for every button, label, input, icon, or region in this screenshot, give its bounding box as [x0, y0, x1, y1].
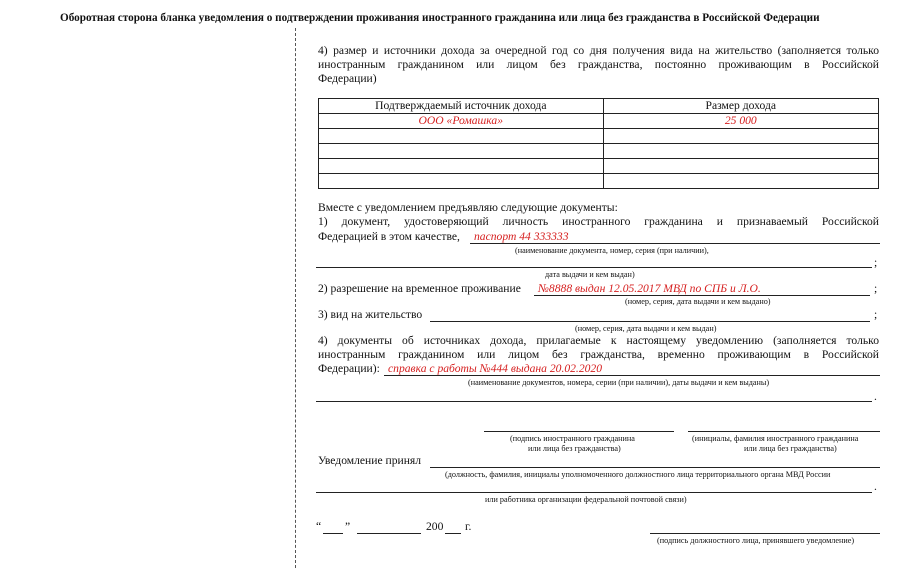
cell-source[interactable]: ООО «Ромашка»: [319, 114, 604, 129]
acceptance-period: .: [874, 480, 877, 493]
doc2-value[interactable]: №8888 выдан 12.05.2017 МВД по СПБ и Л.О.: [538, 282, 761, 295]
cell-amount[interactable]: [603, 129, 878, 144]
table-row: [319, 159, 879, 174]
signature-line[interactable]: [484, 431, 674, 432]
income-table: [318, 98, 879, 189]
table-row: [319, 174, 879, 189]
doc2-semicolon: ;: [874, 282, 878, 295]
doc4-underline-2[interactable]: [316, 401, 872, 402]
doc3-underline[interactable]: [430, 321, 870, 322]
table-row: [319, 144, 879, 159]
doc1-line-1: 1) документ, удостоверяющий личность иностранного гражданина и признаваемый Российской: [318, 215, 879, 228]
income-line-3: Федерации): [318, 72, 377, 85]
cell-source[interactable]: [319, 144, 604, 159]
acceptance-hint-1: (должность, фамилия, инициалы уполномоченного должностного лица территориального органа МВД России: [445, 470, 831, 479]
doc4-line-2: иностранным гражданином или лицом без гражданства, временно проживающим в Российской: [318, 348, 879, 361]
documents-intro: Вместе с уведомлением предъявляю следующие документы:: [318, 201, 618, 214]
signature-hint-1: (подпись иностранного гражданина: [510, 434, 635, 443]
header-amount: Размер дохода: [603, 99, 878, 114]
doc1-line-2: Федерацией в этом качестве,: [318, 230, 460, 243]
doc4-value[interactable]: справка с работы №444 выдана 20.02.2020: [388, 362, 603, 375]
cell-amount[interactable]: [603, 159, 878, 174]
acceptance-label: Уведомление принял: [318, 454, 422, 467]
doc2-label: 2) разрешение на временное проживание: [318, 282, 521, 295]
page-title: Оборотная сторона бланка уведомления о подтверждении проживания иностранного гражданина или лица без гражданства в Российской Федерации: [60, 12, 820, 24]
doc3-semicolon: ;: [874, 308, 878, 321]
doc4-hint: (наименование документов, номера, серии (при наличии), даты выдачи и кем выданы): [468, 378, 770, 387]
doc1-semicolon: ;: [874, 256, 878, 269]
year-suffix: г.: [465, 520, 472, 533]
doc4-line-3: Федерации):: [318, 362, 380, 375]
doc3-hint: (номер, серия, дата выдачи и кем выдан): [575, 324, 717, 333]
income-line-1: 4) размер и источники дохода за очередной год со дня получения вида на жительство (заполняется только: [318, 44, 879, 57]
acceptance-underline[interactable]: [430, 467, 880, 468]
day-field[interactable]: [323, 533, 343, 534]
date-quote-close: ”: [345, 520, 351, 533]
date-quote-open: “: [316, 520, 322, 533]
name-hint-2: или лица без гражданства): [744, 444, 837, 453]
doc1-hint-1: (наименование документа, номер, серия (при наличии),: [515, 246, 709, 255]
year-field[interactable]: [445, 533, 461, 534]
doc1-hint-2: дата выдачи и кем выдан): [545, 270, 635, 279]
fold-line: [295, 28, 296, 568]
cell-amount[interactable]: [603, 174, 878, 189]
signature-hint-2: или лица без гражданства): [528, 444, 621, 453]
doc2-hint: (номер, серия, дата выдачи и кем выдано): [625, 297, 771, 306]
name-line[interactable]: [688, 431, 880, 432]
name-hint-1: (инициалы, фамилия иностранного гражданина: [692, 434, 859, 443]
header-source: Подтверждаемый источник дохода: [319, 99, 604, 114]
doc1-value[interactable]: паспорт 44 333333: [474, 230, 569, 243]
acceptance-underline-2[interactable]: [316, 492, 872, 493]
official-signature-line[interactable]: [650, 533, 880, 534]
table-row: [319, 114, 879, 129]
official-signature-hint: (подпись должностного лица, принявшего уведомление): [657, 536, 855, 545]
table-header-row: [319, 99, 879, 114]
acceptance-hint-2: или работника организации федеральной почтовой связи): [485, 495, 687, 504]
cell-source[interactable]: [319, 174, 604, 189]
doc4-period: .: [874, 390, 877, 403]
income-line-2: иностранным гражданином или лицом без гражданства, постоянно проживающим в Российской: [318, 58, 879, 71]
cell-source[interactable]: [319, 129, 604, 144]
table-row: [319, 129, 879, 144]
doc4-line-1: 4) документы об источниках дохода, прилагаемые к настоящему уведомлению (заполняется только: [318, 334, 879, 347]
cell-source[interactable]: [319, 159, 604, 174]
doc1-underline-2: [316, 267, 872, 268]
cell-amount[interactable]: 25 000: [603, 114, 878, 129]
cell-amount[interactable]: [603, 144, 878, 159]
month-field[interactable]: [357, 533, 421, 534]
year-prefix: 200: [426, 520, 444, 533]
doc3-label: 3) вид на жительство: [318, 308, 423, 321]
